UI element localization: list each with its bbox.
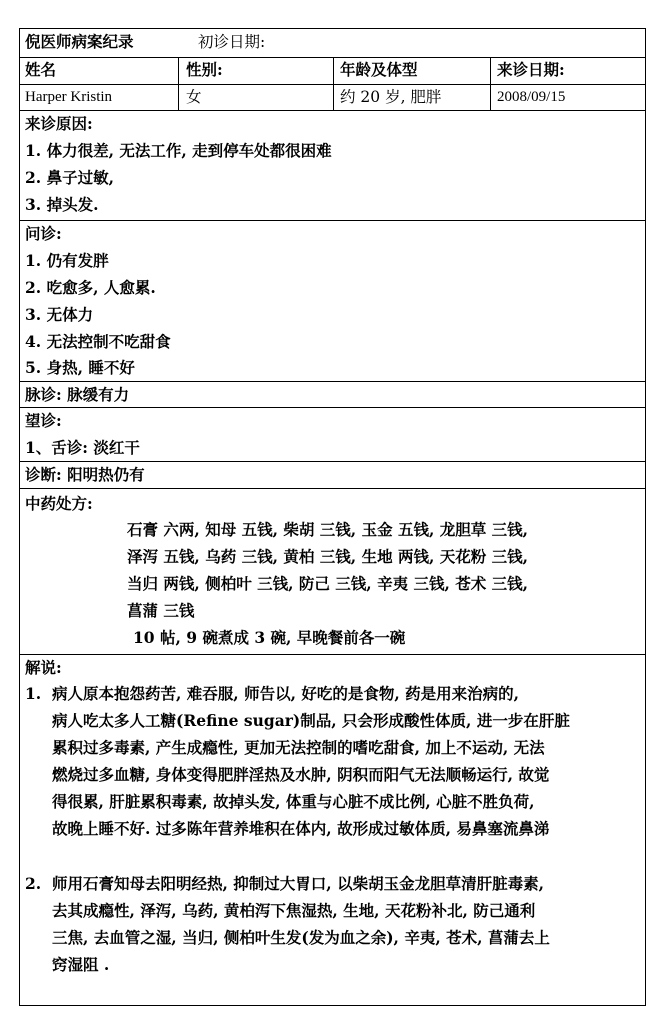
inquiry-item: 4. 无法控制不吃甜食 [25, 332, 171, 351]
rule [19, 110, 646, 111]
patient-gender: 女 [186, 88, 202, 106]
rule [19, 488, 646, 489]
prescription-title: 中药处方: [25, 494, 93, 513]
name-label: 姓名 [25, 60, 57, 79]
explanation-1-line: 累积过多毒素, 产生成瘾性, 更加无法控制的嗜吃甜食, 加上不运动, 无法 [52, 738, 545, 757]
reason-item: 2. 鼻子过敏, [25, 168, 114, 187]
gender-label: 性别: [186, 60, 223, 79]
patient-name: Harper Kristin [25, 89, 113, 105]
explanation-2-line: 窍湿阻 . [52, 955, 110, 974]
explanation-1-line: 得很累, 肝脏累积毒素, 故掉头发, 体重与心脏不成比例, 心脏不胜负荷, [52, 792, 535, 811]
explanation-1-line: 燃烧过多血糖, 身体变得肥胖淫热及水肿, 阴积而阳气无法顺畅运行, 故觉 [52, 765, 550, 784]
rule [19, 461, 646, 462]
inquiry-item: 3. 无体力 [25, 305, 94, 324]
prescription-line: 当归 两钱, 侧柏叶 三钱, 防己 三钱, 辛夷 三钱, 苍术 三钱, [127, 574, 529, 593]
inquiry-item: 5. 身热, 睡不好 [25, 358, 135, 377]
column-divider [490, 57, 491, 110]
diagnosis: 诊断: 阳明热仍有 [25, 465, 145, 484]
explanation-1-line: 病人原本抱怨药苦, 难吞服, 师告以, 好吃的是食物, 药是用来治病的, [52, 684, 520, 703]
pulse-diagnosis: 脉诊: 脉缓有力 [25, 385, 130, 404]
rule [19, 654, 646, 655]
explanation-1-line: 故晚上睡不好. 过多陈年营养堆积在体内, 故形成过敏体质, 易鼻塞流鼻涕 [52, 819, 550, 838]
inquiry-item: 1. 仍有发胖 [25, 251, 109, 270]
reason-item: 3. 掉头发. [25, 195, 99, 214]
explanation-2-line: 师用石膏知母去阳明经热, 抑制过大胃口, 以柴胡玉金龙胆草清肝脏毒素, [52, 874, 544, 893]
age-build-label: 年龄及体型 [340, 60, 418, 79]
record-title: 倪医师病案纪录 [25, 32, 134, 51]
observation-item: 1、舌诊: 淡红干 [25, 438, 140, 457]
dosage-instructions: 10 帖, 9 碗煮成 3 碗, 早晚餐前各一碗 [133, 628, 406, 647]
reason-item: 1. 体力很差, 无法工作, 走到停车处都很困难 [25, 141, 332, 160]
rule [19, 407, 646, 408]
patient-age-build: 约 20 岁, 肥胖 [340, 88, 442, 106]
explanation-title: 解说: [25, 658, 62, 677]
inquiry-item: 2. 吃愈多, 人愈累. [25, 278, 156, 297]
rule [19, 381, 646, 382]
explanation-2-line: 三焦, 去血管之湿, 当归, 侧柏叶生发(发为血之余), 辛夷, 苍术, 菖蒲去上 [52, 928, 550, 947]
prescription-line: 菖蒲 三钱 [127, 601, 195, 620]
explanation-2-number: 2. [25, 874, 42, 893]
explanation-1-number: 1. [25, 684, 42, 703]
column-divider [178, 57, 179, 110]
inquiry-title: 问诊: [25, 224, 62, 243]
prescription-line: 泽泻 五钱, 乌药 三钱, 黄柏 三钱, 生地 两钱, 天花粉 三钱, [127, 547, 529, 566]
explanation-1-line: 病人吃太多人工糖(Refine sugar)制品, 只会形成酸性体质, 进一步在肝脏 [52, 711, 570, 730]
column-divider [333, 57, 334, 110]
first-visit-date-label: 初诊日期: [198, 33, 266, 51]
visit-date: 2008/09/15 [497, 89, 566, 105]
prescription-line: 石膏 六两, 知母 五钱, 柴胡 三钱, 玉金 五钱, 龙胆草 三钱, [127, 520, 529, 539]
observation-title: 望诊: [25, 411, 62, 430]
visit-date-label: 来诊日期: [497, 60, 565, 79]
explanation-2-line: 去其成瘾性, 泽泻, 乌药, 黄柏泻下焦湿热, 生地, 天花粉补北, 防己通利 [52, 901, 536, 920]
reasons-title: 来诊原因: [25, 114, 93, 133]
rule [19, 220, 646, 221]
